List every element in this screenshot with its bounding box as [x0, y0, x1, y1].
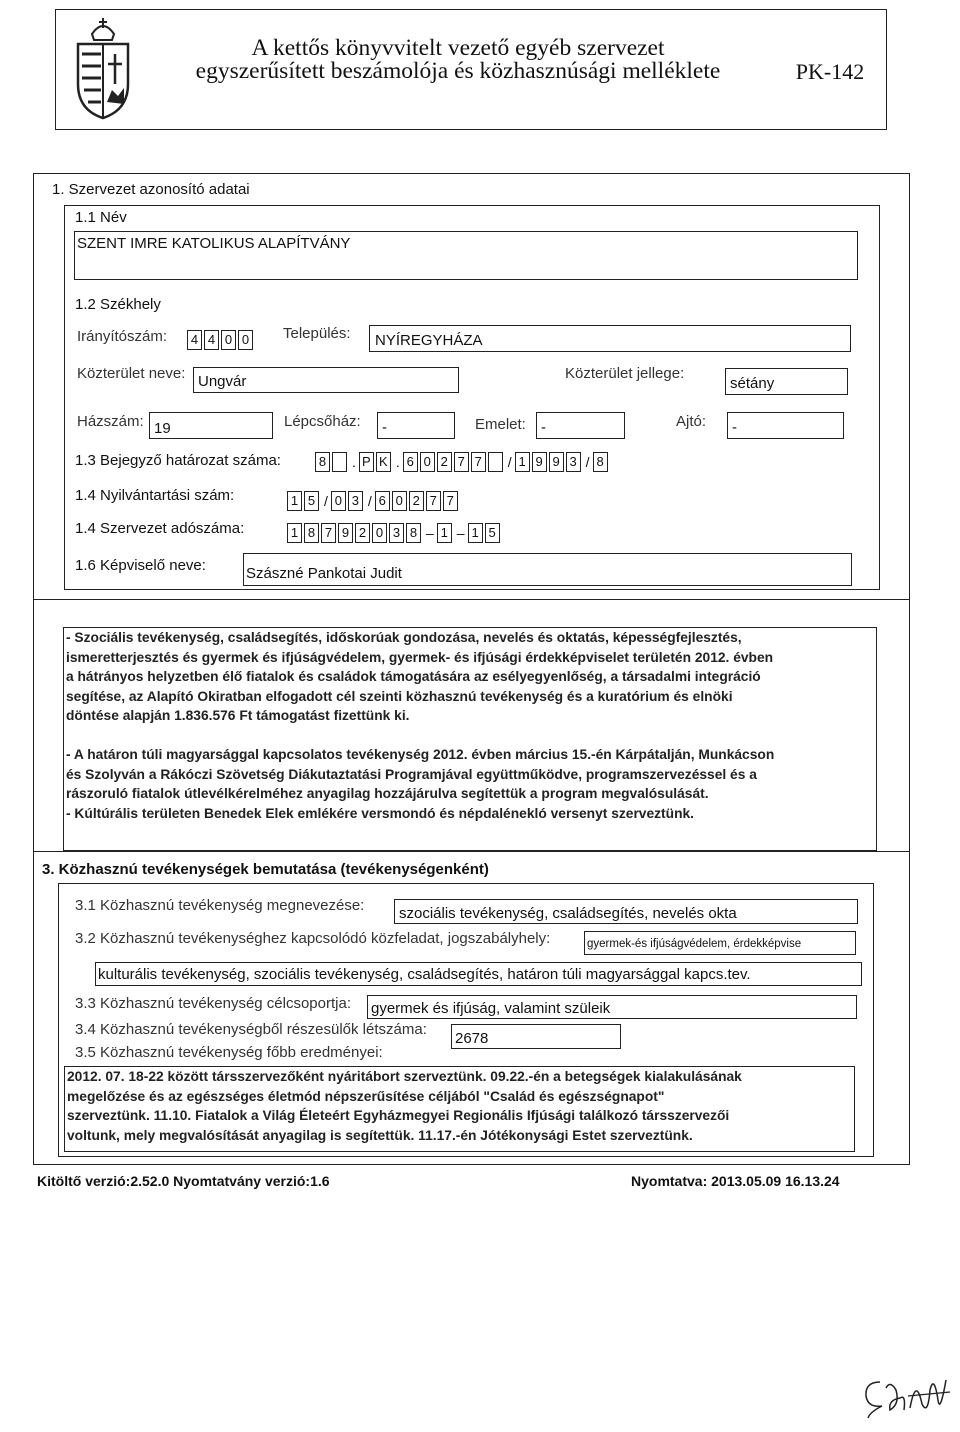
digit-cell: 1: [468, 523, 483, 543]
floor-value: -: [541, 419, 546, 436]
text-line: - A határon túli magyarsággal kapcsolatos tevékenység 2012. évben március 15.-én Kárpátalján, Munkácson: [66, 747, 775, 762]
digit-cell: 4: [204, 330, 219, 350]
representative-label: 1.6 Képviselő neve:: [75, 557, 206, 574]
house-number-label: Házszám:: [77, 413, 144, 430]
street-type-field[interactable]: [725, 368, 848, 395]
digit-cell: 2: [409, 491, 424, 511]
separator: –: [426, 525, 434, 541]
text-line: 2012. 07. 18-22 között társszervezőként nyáritábort szerveztünk. 09.22.-én a betegségek kialakulásának: [67, 1069, 742, 1084]
door-field[interactable]: [727, 412, 844, 439]
city-label: Település:: [283, 325, 351, 342]
digit-cell: 1: [515, 452, 530, 472]
city-field[interactable]: [369, 325, 851, 352]
digit-cell: 2: [437, 452, 452, 472]
public-task-field[interactable]: [584, 931, 856, 955]
text-line: - Szociális tevékenység, családsegítés, időskorúak gondozása, nevelés és oktatás, képességfejlesztés,: [66, 630, 742, 645]
public-task-value: gyermek-és ifjúságvédelem, érdekképvise: [587, 938, 802, 950]
text-line: szerveztünk. 11.10. Fiatalok a Világ Életeért Egyházmegyei Regionális Ifjúsági találkozó társszervezői: [67, 1108, 730, 1123]
house-number-value: 19: [154, 420, 171, 437]
section1-title: 1. Szervezet azonosító adatai: [52, 181, 250, 198]
text-line: és Szolyván a Rákóczi Szövetség Diákutaztatási Programjával együttműködve, programszervezéssel és a: [66, 766, 757, 782]
text-line: megelőzése és az egészséges életmód népszerűsítése céljából "Család és egészségnapot": [67, 1088, 665, 1104]
floor-label: Emelet:: [475, 416, 526, 433]
digit-cell: 2: [355, 523, 370, 543]
digit-cell: 5: [304, 491, 319, 511]
digit-cell: 1: [287, 491, 302, 511]
section3-title: 3. Közhasznú tevékenységek bemutatása (tevékenységenként): [42, 861, 489, 878]
digit-cell: 1: [437, 523, 452, 543]
street-value: Ungvár: [198, 373, 247, 390]
empty-cell: [488, 452, 503, 472]
target-group-label: 3.3 Közhasznú tevékenység célcsoportja:: [75, 995, 351, 1012]
door-value: -: [732, 419, 737, 436]
digit-cell: 0: [331, 491, 346, 511]
digit-cell: 7: [454, 452, 469, 472]
separator: –: [456, 525, 465, 541]
text-line: ismeretterjesztés és gyermek és ifjúságvédelem, gyermek- és ifjúsági érdekképviselet területén 2012. évben: [66, 649, 774, 665]
text-line: döntése alapján 1.836.576 Ft támogatást fizettünk ki.: [66, 708, 410, 723]
digit-cell: 7: [321, 523, 336, 543]
footer-version: Kitöltő verzió:2.52.0 Nyomtatvány verzió:1.6: [37, 1173, 330, 1189]
text-line: - Kúltúrális területen Benedek Elek emlékére versmondó és népdalénekló versenyt szerveztünk.: [66, 805, 695, 821]
separator: /: [585, 454, 590, 470]
floor-field[interactable]: [536, 412, 625, 439]
staircase-value: -: [382, 419, 387, 436]
representative-field[interactable]: [243, 553, 852, 586]
street-type-value: sétány: [730, 375, 775, 392]
zip-code-cells[interactable]: [187, 330, 255, 350]
text-line: [64, 726, 876, 746]
registration-decision-cells[interactable]: [315, 452, 610, 472]
registration-decision-label: 1.3 Bejegyző határozat száma:: [75, 452, 281, 469]
staircase-label: Lépcsőház:: [284, 413, 361, 430]
tax-number-label: 1.4 Szervezet adószáma:: [75, 520, 245, 537]
separator: .: [395, 454, 400, 470]
digit-cell: 4: [187, 330, 202, 350]
house-number-field[interactable]: [149, 412, 273, 439]
registration-number-cells[interactable]: [287, 491, 460, 511]
digit-cell: 0: [420, 452, 435, 472]
target-group-field[interactable]: [367, 995, 857, 1019]
digit-cell: 3: [348, 491, 363, 511]
tax-number-cells[interactable]: [287, 523, 502, 543]
empty-cell: [332, 452, 347, 472]
text-line: voltunk, mely megvalósítását anyagilag is segítettük. 11.17.-én Jótékonysági Estet szerveztünk.: [67, 1127, 693, 1143]
public-task-label: 3.2 Közhasznú tevékenységhez kapcsolódó közfeladat, jogszabályhely:: [75, 930, 551, 947]
street-field[interactable]: [193, 367, 459, 393]
door-label: Ajtó:: [676, 413, 707, 430]
text-line: segítése, az Alapító Okiratban elfogadott cél szeinti közhasznú tevékenység és a kuratórium és elnöki: [66, 688, 733, 704]
digit-cell: P: [359, 452, 374, 472]
activity-name-value: szociális tevékenység, családsegítés, nevelés okta: [399, 905, 737, 922]
zip-label: Irányítószám:: [77, 328, 168, 345]
digit-cell: 6: [375, 491, 390, 511]
digit-cell: 8: [406, 523, 421, 543]
beneficiary-count-field[interactable]: [451, 1024, 621, 1049]
public-task-field-2[interactable]: [95, 962, 862, 986]
text-line: rászoruló fiatalok útlevélkérelméhez anyagilag hozzájárulva segítettük a program megvalósulását.: [66, 786, 709, 801]
form-title-line1: A kettős könyvvitelt vezető egyéb szervezet: [251, 35, 665, 61]
footer-printed: Nyomtatva: 2013.05.09 16.13.24: [631, 1173, 840, 1189]
activity-name-field[interactable]: [394, 899, 858, 924]
digit-cell: 3: [566, 452, 581, 472]
name-label: 1.1 Név: [75, 209, 127, 226]
form-title-line2: egyszerűsített beszámolója és közhasznúsági melléklete: [195, 58, 721, 84]
staircase-field[interactable]: [377, 412, 455, 439]
handwritten-signature: [860, 1370, 955, 1430]
activity-name-label: 3.1 Közhasznú tevékenység megnevezése:: [75, 897, 365, 914]
form-code: PK-142: [795, 59, 865, 84]
section2-text-field[interactable]: [63, 627, 877, 851]
digit-cell: 0: [221, 330, 236, 350]
digit-cell: 0: [238, 330, 253, 350]
results-label: 3.5 Közhasznú tevékenység főbb eredményei:: [75, 1044, 383, 1061]
digit-cell: 9: [532, 452, 547, 472]
public-task-value-2: kulturális tevékenység, szociális tevékenység, családsegítés, határon túli magyarsággal kapcs.tev.: [98, 966, 751, 983]
beneficiary-count-value: 2678: [455, 1030, 489, 1047]
city-value: NYÍREGYHÁZA: [375, 332, 483, 349]
digit-cell: 1: [287, 523, 302, 543]
hungarian-coat-of-arms-icon: [72, 14, 134, 120]
separator: /: [324, 493, 328, 509]
digit-cell: 0: [372, 523, 387, 543]
digit-cell: 9: [549, 452, 564, 472]
results-field[interactable]: [64, 1066, 855, 1152]
street-type-label: Közterület jellege:: [565, 365, 685, 382]
digit-cell: K: [376, 452, 391, 472]
name-value: SZENT IMRE KATOLIKUS ALAPÍTVÁNY: [77, 235, 351, 252]
digit-cell: 6: [403, 452, 418, 472]
registration-number-label: 1.4 Nyilvántartási szám:: [75, 487, 235, 504]
digit-cell: 3: [389, 523, 404, 543]
text-line: a hátrányos helyzetben élő fiatalok és családok támogatására az esélyegyenlőség, a társadalmi integráció: [66, 669, 761, 684]
digit-cell: 8: [304, 523, 319, 543]
seat-label: 1.2 Székhely: [75, 296, 161, 313]
street-label: Közterület neve:: [77, 365, 186, 382]
digit-cell: 7: [426, 491, 441, 511]
beneficiary-count-label: 3.4 Közhasznú tevékenységből részesülők létszáma:: [75, 1021, 427, 1038]
separator: /: [367, 493, 372, 509]
digit-cell: 8: [315, 452, 330, 472]
digit-cell: 7: [471, 452, 486, 472]
digit-cell: 8: [593, 452, 608, 472]
digit-cell: 9: [338, 523, 353, 543]
representative-value: Szászné Pankotai Judit: [246, 565, 402, 582]
digit-cell: 7: [443, 491, 458, 511]
target-group-value: gyermek és ifjúság, valamint szüleik: [371, 1000, 611, 1017]
digit-cell: 0: [392, 491, 407, 511]
separator: .: [352, 454, 356, 470]
name-field[interactable]: [74, 231, 858, 280]
separator: /: [507, 454, 512, 470]
digit-cell: 5: [485, 523, 500, 543]
